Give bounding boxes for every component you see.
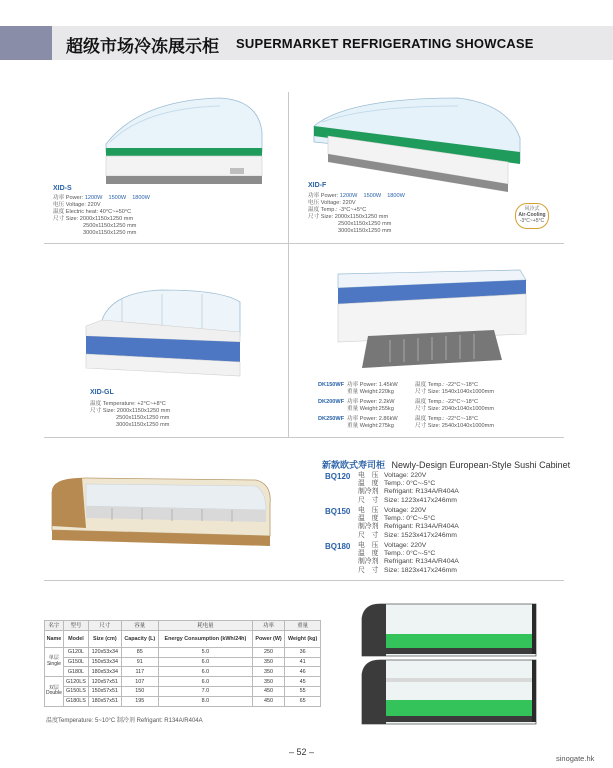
badge-line: 风冷式	[524, 206, 540, 212]
spec-value: Voltage: 220V	[384, 472, 427, 479]
power-option: 1200W	[84, 195, 103, 201]
table-cell: 195	[121, 696, 158, 706]
spec-label: 制冷剂	[358, 523, 379, 531]
table-cell: 5.0	[159, 647, 253, 657]
sushi-title-en: Newly-Design European-Style Sushi Cabinet	[391, 460, 571, 470]
table-cell: 117	[121, 667, 158, 677]
table-row	[45, 696, 321, 706]
power-option: 1800W	[132, 195, 150, 201]
table-header-row	[45, 621, 321, 631]
spec-label: 电 压	[358, 542, 379, 549]
power-spec	[308, 193, 411, 200]
power-option: 1200W	[339, 193, 358, 199]
sushi-cabinet-image	[46, 470, 276, 560]
table-cell: 450	[252, 686, 284, 696]
table-cell: G150LS	[63, 686, 88, 696]
spec-table	[44, 620, 321, 707]
table-cell: 7.0	[159, 686, 253, 696]
table-cell: 6.0	[159, 657, 253, 667]
spec-value: Size: 1523x417x246mm	[384, 531, 457, 539]
table-cell: G120L	[63, 647, 88, 657]
temp-spec: 温度 Temp.: -3°C~+5°C	[308, 207, 367, 213]
spec-value: Voltage: 220V	[384, 542, 427, 549]
temp-spec: 温度 Temp.: -22°C~-18°C	[415, 382, 479, 388]
size-spec: 2500x1150x1250 mm	[116, 415, 170, 421]
table-header-cell: Weight (kg)	[285, 630, 321, 647]
table-cell: 350	[252, 677, 284, 687]
spec-label: 制冷剂	[358, 488, 379, 496]
xid-gl-showcase-image	[82, 286, 250, 386]
table-header-cell: 重量	[285, 621, 321, 631]
table-header-cell: 型号	[63, 621, 88, 631]
spec-line	[358, 472, 459, 480]
divider	[44, 580, 564, 581]
model-name: XID-S	[53, 185, 72, 192]
sushi-spec-block	[358, 507, 459, 540]
badge-line: -3°C~+5°C	[519, 218, 545, 225]
spec-label: 尺 寸	[358, 496, 379, 504]
power-spec: 功率 Power: 2.86kW	[347, 416, 398, 422]
air-cooling-badge	[515, 203, 549, 229]
spec-line	[358, 523, 459, 531]
size-spec: 2500x1150x1250 mm	[83, 223, 137, 229]
size-spec: 尺寸 Size: 2540x1040x1000mm	[415, 423, 494, 429]
table-cell: 180x53x34	[89, 667, 122, 677]
xid-s-showcase-image	[100, 92, 270, 192]
table-cell: 8.0	[159, 696, 253, 706]
table-cell: 46	[285, 667, 321, 677]
spec-line	[358, 558, 459, 566]
divider	[44, 243, 564, 244]
table-cell: 65	[285, 696, 321, 706]
table-cell: 45	[285, 677, 321, 687]
table-cell: 6.0	[159, 677, 253, 687]
spec-label: 制冷剂	[358, 558, 379, 566]
spec-line	[358, 507, 459, 515]
size-spec: 尺寸 Size: 1540x1040x1000mm	[415, 389, 494, 395]
size-spec: 3000x1150x1250 mm	[83, 230, 137, 236]
power-option: 1800W	[387, 193, 405, 199]
spec-label: 功率 Power:	[53, 195, 84, 201]
table-header-cell: Model	[63, 630, 88, 647]
model-name: BQ120	[325, 472, 351, 481]
power-option: 1500W	[108, 195, 127, 201]
table-header-cell: Capacity (L)	[121, 630, 158, 647]
page-title-en: SUPERMARKET REFRIGERATING SHOWCASE	[236, 36, 534, 51]
table-cell: 120x53x34	[89, 647, 122, 657]
temp-spec: 温度 Temp.: -22°C~-18°C	[415, 399, 479, 405]
table-cell: 120x57x51	[89, 677, 122, 687]
size-spec: 尺寸 Size: 2040x1040x1000mm	[415, 406, 494, 412]
table-cell: G180L	[63, 667, 88, 677]
table-cell: 350	[252, 657, 284, 667]
spec-value: Size: 1223x417x246mm	[384, 496, 457, 504]
table-group-label: 单层 Single	[45, 647, 64, 676]
table-cell: 150x57x51	[89, 686, 122, 696]
size-spec: 尺寸 Size: 2000x1150x1250 mm	[90, 408, 171, 414]
sushi-spec-block	[358, 542, 459, 575]
size-spec: 2500x1150x1250 mm	[338, 221, 392, 227]
voltage-spec: 电压 Voltage: 220V	[53, 202, 101, 208]
temp-spec: 温度 Temp.: -22°C~-18°C	[415, 416, 479, 422]
spec-label: 电 压	[358, 507, 379, 514]
spec-line	[358, 532, 459, 540]
spec-label: 电 压	[358, 472, 379, 479]
table-header-cell: 容量	[121, 621, 158, 631]
spec-line	[358, 542, 459, 550]
table-cell: 91	[121, 657, 158, 667]
table-cell: 150x53x34	[89, 657, 122, 667]
spec-line	[358, 567, 459, 575]
weight-spec: 重量 Weight:220kg	[347, 389, 394, 395]
model-name: BQ150	[325, 507, 351, 516]
table-cell: 55	[285, 686, 321, 696]
power-spec: 功率 Power: 2.2kW	[347, 399, 395, 405]
spec-line	[358, 488, 459, 496]
table-cell: 450	[252, 696, 284, 706]
table-header-cell: 尺寸	[89, 621, 122, 631]
table-cell: 41	[285, 657, 321, 667]
table-group-label: 双层 Double	[45, 677, 64, 706]
table-header-cell: 耗电量	[159, 621, 253, 631]
table-header-cell: Power (W)	[252, 630, 284, 647]
power-option: 1500W	[363, 193, 382, 199]
power-spec	[53, 195, 156, 202]
spec-value: Refrigant: R134A/R404A	[384, 558, 459, 566]
voltage-spec: 电压 Voltage: 220V	[308, 200, 356, 206]
spec-value: Temp.: 0°C~-5°C	[384, 515, 436, 523]
size-spec: 尺寸 Size: 2000x1150x1250 mm	[308, 214, 389, 220]
spec-label: 尺 寸	[358, 531, 379, 539]
table-cell: 6.0	[159, 667, 253, 677]
dk-island-freezer-image	[334, 264, 530, 374]
table-cell: 107	[121, 677, 158, 687]
weight-spec: 重量 Weight:255kg	[347, 406, 394, 412]
page-title-cn: 超级市场冷冻展示柜	[66, 37, 219, 56]
watermark: sinogate.hk	[556, 754, 595, 763]
badge-line: Air-Cooling	[518, 212, 546, 219]
table-row	[45, 657, 321, 667]
spec-line	[358, 497, 459, 505]
spec-value: Voltage: 220V	[384, 507, 427, 514]
spec-value: Temp.: 0°C~-5°C	[384, 480, 436, 488]
table-cell: G120LS	[63, 677, 88, 687]
xid-f-showcase-image	[308, 92, 528, 202]
table-note: 温度Temperature: 5~10°C 制冷剂 Refrigant: R134A/R404A	[46, 718, 203, 724]
table-header-cell: Name	[45, 630, 64, 647]
spec-value: Refrigant: R134A/R404A	[384, 488, 459, 496]
size-spec: 3000x1150x1250 mm	[338, 228, 392, 234]
table-row	[45, 667, 321, 677]
table-cell: 180x57x51	[89, 696, 122, 706]
size-spec: 尺寸 Size: 2000x1150x1250 mm	[53, 216, 134, 222]
table-row	[45, 647, 321, 657]
model-name: DK250WF	[318, 416, 345, 422]
table-row	[45, 686, 321, 696]
page-number: – 52 –	[289, 747, 315, 757]
spec-value: Size: 1823x417x246mm	[384, 566, 457, 574]
temp-spec: 温度 Temperature: +2°C~+8°C	[90, 401, 166, 407]
power-spec: 功率 Power: 1.45kW	[347, 382, 398, 388]
sushi-spec-block	[358, 472, 459, 505]
divider	[288, 92, 289, 437]
table-cell: G180LS	[63, 696, 88, 706]
model-name: DK200WF	[318, 399, 345, 405]
table-header-row	[45, 630, 321, 647]
table-header-cell: 名字	[45, 621, 64, 631]
spec-value: Temp.: 0°C~-5°C	[384, 550, 436, 558]
weight-spec: 重量 Weight:275kg	[347, 423, 394, 429]
table-cell: 150	[121, 686, 158, 696]
table-cell: 250	[252, 647, 284, 657]
table-header-cell: 功率	[252, 621, 284, 631]
spec-label: 尺 寸	[358, 566, 379, 574]
table-header-cell: Size (cm)	[89, 630, 122, 647]
sushi-section-title	[322, 458, 570, 471]
counter-display-cases-image	[356, 600, 546, 730]
spec-label: 温 度	[358, 550, 379, 558]
sushi-title-cn: 新款欧式寿司柜	[322, 460, 386, 470]
table-row	[45, 677, 321, 687]
table-cell: 85	[121, 647, 158, 657]
header-accent	[0, 26, 52, 60]
size-spec: 3000x1150x1250 mm	[116, 422, 170, 428]
table-cell: G150L	[63, 657, 88, 667]
model-name: XID-F	[308, 182, 327, 189]
table-header-cell: Energy Consumption (kWh/24h)	[159, 630, 253, 647]
model-name: XID-GL	[90, 389, 114, 396]
spec-label: 温 度	[358, 515, 379, 523]
spec-value: Refrigant: R134A/R404A	[384, 523, 459, 531]
spec-label: 功率 Power:	[308, 193, 339, 199]
table-cell: 36	[285, 647, 321, 657]
temp-spec: 温度 Electric heat: 40°C~+50°C	[53, 209, 132, 215]
divider	[44, 437, 564, 438]
table-cell: 350	[252, 667, 284, 677]
spec-label: 温 度	[358, 480, 379, 488]
model-name: BQ180	[325, 542, 351, 551]
model-name: DK150WF	[318, 382, 345, 388]
